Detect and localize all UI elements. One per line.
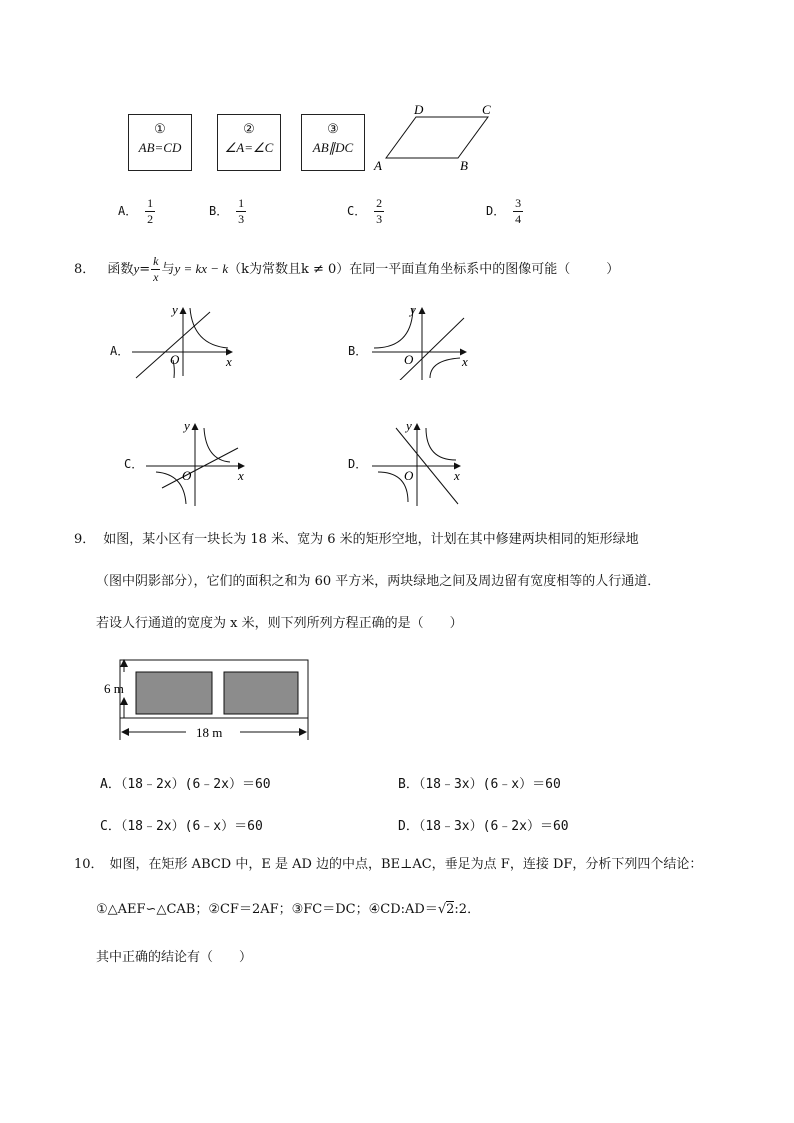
q7-option-c-label: C． bbox=[347, 204, 367, 218]
svg-text:O: O bbox=[404, 468, 414, 483]
q8-number: 8． bbox=[74, 262, 96, 277]
card-1-number: ① bbox=[154, 121, 166, 136]
card-1 bbox=[128, 114, 192, 171]
vertex-B: B bbox=[460, 158, 468, 173]
card-1-text: AB=CD bbox=[138, 140, 182, 155]
vertex-C: C bbox=[482, 102, 491, 117]
q8-stem bbox=[74, 254, 619, 285]
q7-option-b[interactable] bbox=[209, 196, 246, 227]
q9-rectangle-figure bbox=[100, 652, 314, 746]
q8-graph-a[interactable] bbox=[128, 300, 240, 380]
q9-stem-line3: 若设人行通道的宽度为 x 米，则下列所列方程正确的是（ ） bbox=[96, 616, 463, 631]
card-2 bbox=[217, 114, 281, 171]
q10-line2-a: ①△AEF∽△CAB；②CF＝2AF；③FC＝DC；④CD:AD＝ bbox=[96, 902, 438, 917]
q8-graph-label-b[interactable]: B． bbox=[348, 344, 368, 358]
card-3-number: ③ bbox=[327, 121, 339, 136]
svg-text:x: x bbox=[454, 468, 460, 483]
q9-height-label: 6 m bbox=[104, 681, 124, 696]
q8-condition: （k为常数且k ≠ 0）在同一平面直角坐标系中的图像可能（ bbox=[228, 262, 571, 277]
svg-text:x: x bbox=[226, 354, 232, 369]
q7-option-d[interactable] bbox=[486, 196, 523, 227]
svg-text:O: O bbox=[182, 468, 192, 483]
q8-paren-close: ） bbox=[606, 262, 620, 277]
q10-stem-line3: 其中正确的结论有（ ） bbox=[96, 950, 253, 965]
card-3-text: AB∥DC bbox=[312, 140, 354, 155]
card-2-text: ∠A=∠C bbox=[224, 140, 274, 155]
svg-text:x: x bbox=[462, 354, 468, 369]
q8-connector: 与 bbox=[161, 262, 175, 277]
q8-graph-label-a[interactable]: A． bbox=[110, 344, 130, 358]
q9-option-a[interactable]: A．（18﹣2x）(6﹣2x）＝60 bbox=[100, 777, 271, 792]
q10-stem-line1 bbox=[74, 857, 702, 873]
q8-graph-b[interactable] bbox=[368, 300, 480, 380]
q7-option-a-label: A． bbox=[118, 204, 138, 218]
q9-line1: 如图，某小区有一块长为 18 米、宽为 6 米的矩形空地，计划在其中修建两块相同的矩形绿地 bbox=[103, 532, 639, 547]
q8-graph-label-d[interactable]: D． bbox=[348, 457, 368, 471]
q10-line1: 如图，在矩形 ABCD 中，E 是 AD 边的中点，BE⊥AC，垂足为点 F，连接 DF，分析下列四个结论： bbox=[109, 857, 703, 872]
svg-text:O: O bbox=[404, 352, 414, 367]
q9-option-c[interactable]: C．（18﹣2x）(6﹣x）＝60 bbox=[100, 819, 263, 834]
q9-option-b[interactable]: B．（18﹣3x）(6﹣x）＝60 bbox=[398, 777, 561, 792]
q8-func1-fraction: $\frac{k}{x}$ bbox=[153, 254, 159, 284]
card-2-number: ② bbox=[243, 121, 255, 136]
svg-text:y: y bbox=[410, 302, 416, 317]
q10-sqrt-radicand: 2 bbox=[446, 902, 455, 917]
q7-option-b-label: B． bbox=[209, 204, 229, 218]
q8-text-prefix: 函数 bbox=[107, 262, 134, 277]
vertex-A: A bbox=[374, 158, 382, 173]
q7-option-d-fraction: $\frac{3}{4}$ bbox=[515, 196, 522, 226]
vertex-D: D bbox=[414, 102, 424, 117]
sqrt-sign: √ bbox=[437, 902, 447, 917]
parallelogram-figure bbox=[370, 100, 500, 175]
svg-text:O: O bbox=[170, 352, 180, 367]
q8-func1-y: y bbox=[133, 261, 140, 276]
q9-option-d[interactable]: D．（18﹣3x）(6﹣2x）＝60 bbox=[398, 819, 569, 834]
q10-stem-line2 bbox=[96, 902, 480, 918]
q10-number: 10． bbox=[74, 857, 104, 872]
q10-line2-b: :2． bbox=[454, 902, 481, 917]
q8-func1-eq: = bbox=[139, 262, 151, 277]
q8-func2: y = kx − k bbox=[174, 261, 229, 276]
q9-stem-line2: （图中阴影部分），它们的面积之和为 60 平方米，两块绿地之间及周边留有宽度相等的人行通道． bbox=[96, 574, 661, 589]
svg-text:x: x bbox=[238, 468, 244, 483]
q8-graph-c[interactable] bbox=[144, 414, 256, 508]
q7-option-d-label: D． bbox=[486, 204, 506, 218]
q9-width-label: 18 m bbox=[196, 725, 223, 740]
q9-number: 9． bbox=[74, 532, 96, 547]
q7-option-a-fraction: $\frac{1}{2}$ bbox=[147, 196, 154, 226]
svg-text:y: y bbox=[172, 302, 178, 317]
svg-text:y: y bbox=[184, 418, 190, 433]
svg-text:y: y bbox=[406, 418, 412, 433]
q7-option-c[interactable] bbox=[347, 196, 384, 227]
q7-option-c-fraction: $\frac{2}{3}$ bbox=[376, 196, 383, 226]
q7-option-b-fraction: $\frac{1}{3}$ bbox=[238, 196, 245, 226]
q8-graph-d[interactable] bbox=[368, 414, 470, 508]
card-3 bbox=[301, 114, 365, 171]
q9-stem-line1 bbox=[74, 532, 639, 548]
q8-graph-label-c[interactable]: C． bbox=[124, 457, 144, 471]
q7-option-a[interactable] bbox=[118, 196, 155, 227]
